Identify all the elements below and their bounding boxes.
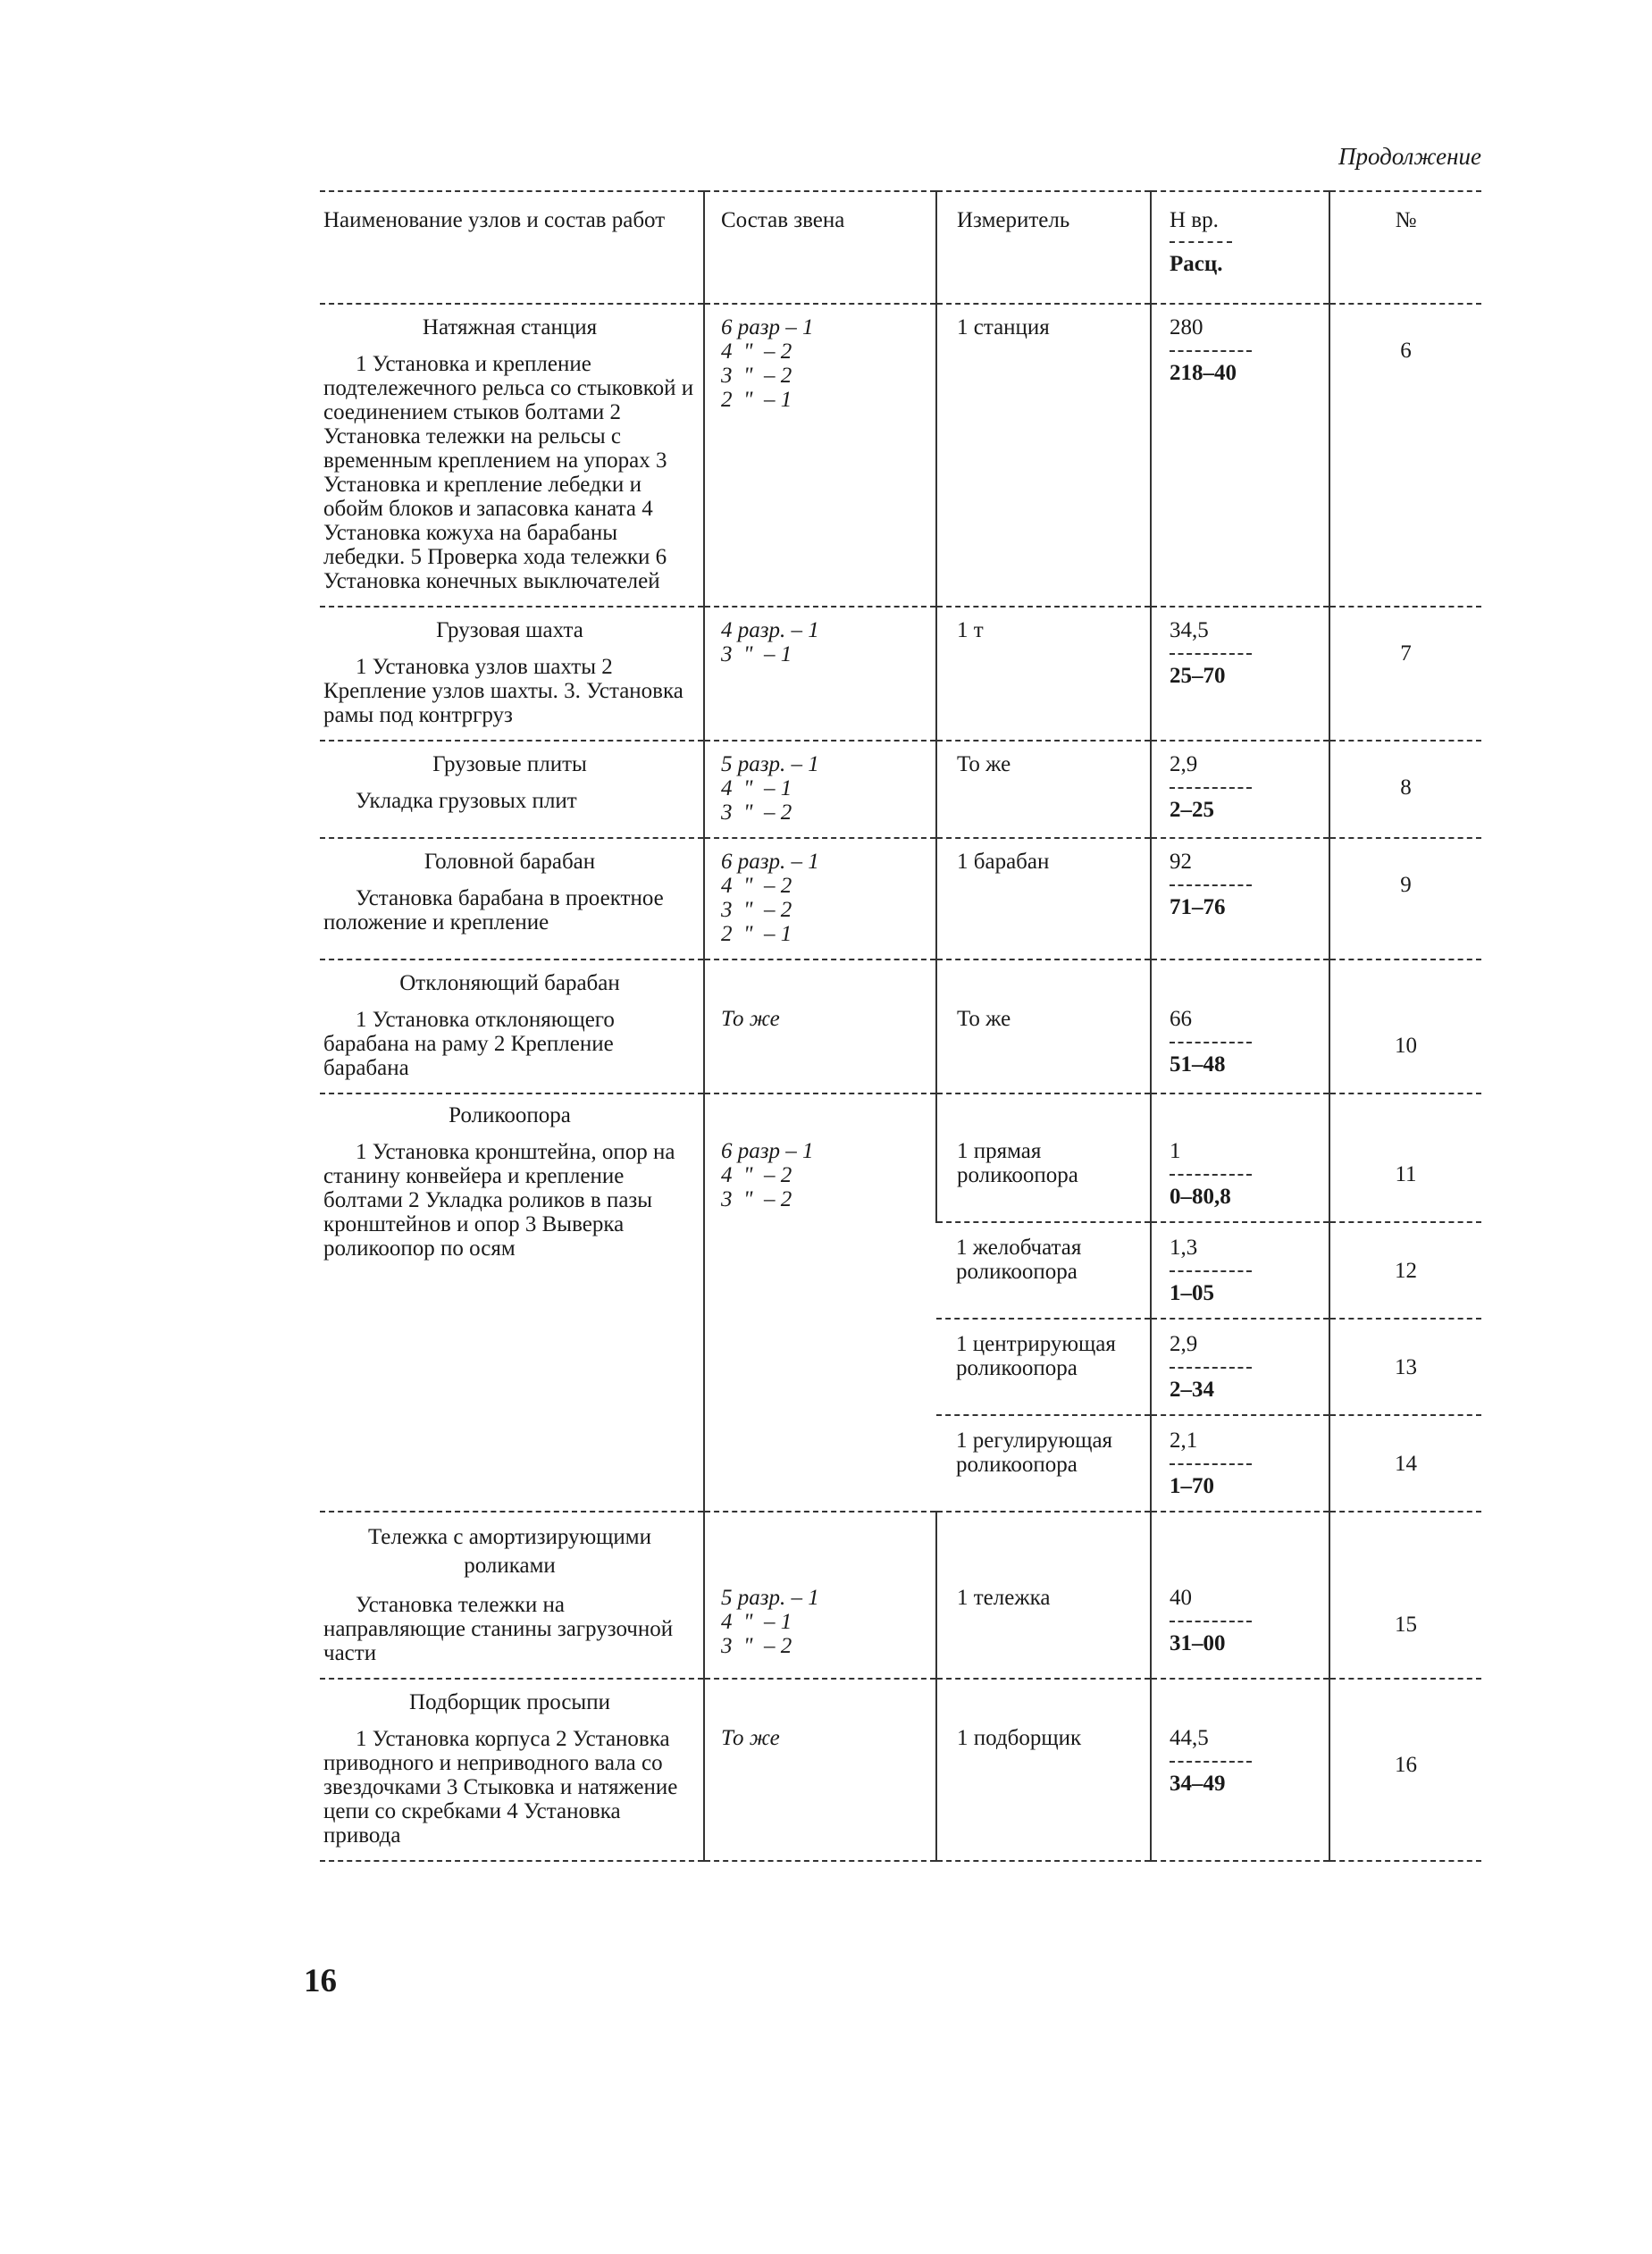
work-description: 1 Установка корпуса 2 Установка приводного и неприводного вала со звездочками 3 Стыковка и натяжение цепи со скребками 4 Установка привода bbox=[323, 1727, 678, 1848]
rate-value: 31–00 bbox=[1170, 1631, 1226, 1655]
crew-composition: То же bbox=[721, 1007, 780, 1031]
crew-composition: 4 разр. – 1 3 " – 1 bbox=[721, 618, 819, 666]
rate-value: 0–80,8 bbox=[1170, 1185, 1231, 1209]
page-number: 16 bbox=[304, 1963, 337, 1999]
time-norm: 66 bbox=[1170, 1007, 1192, 1031]
row-number: 15 bbox=[1395, 1613, 1417, 1637]
table-row bbox=[320, 1093, 1481, 1222]
header-unit: Измеритель bbox=[936, 191, 1151, 304]
crew-composition: 6 разр. – 1 4 " – 2 3 " – 2 2 " – 1 bbox=[721, 850, 819, 946]
time-norm: 1 bbox=[1170, 1139, 1181, 1163]
crew-composition: 6 разр – 1 4 " – 2 3 " – 2 bbox=[721, 1139, 814, 1211]
row-number: 10 bbox=[1395, 1034, 1417, 1058]
number-cell bbox=[1329, 607, 1481, 741]
fraction-rule bbox=[1170, 653, 1252, 655]
rate-value: 218–40 bbox=[1170, 361, 1237, 385]
fraction-rule bbox=[1170, 1174, 1252, 1176]
work-cell bbox=[320, 1679, 704, 1861]
unit-cell: То же bbox=[936, 741, 1151, 838]
crew-composition: То же bbox=[721, 1726, 780, 1750]
row-number: 11 bbox=[1395, 1162, 1417, 1186]
work-cell bbox=[320, 838, 704, 959]
node-title: Подборщик просыпи bbox=[409, 1690, 610, 1714]
norm-cell bbox=[1151, 1319, 1329, 1415]
header-crew: Состав звена bbox=[704, 191, 936, 304]
work-cell bbox=[320, 304, 704, 607]
unit-cell: 1 подборщик bbox=[936, 1679, 1151, 1861]
row-number: 13 bbox=[1395, 1355, 1417, 1379]
table-row bbox=[320, 1512, 1481, 1679]
time-norm: 92 bbox=[1170, 850, 1192, 874]
number-cell bbox=[1329, 304, 1481, 607]
time-norm: 280 bbox=[1170, 315, 1203, 339]
unit-cell: 1 регулирующая роликоопора bbox=[936, 1415, 1151, 1512]
node-title: Отклоняющий барабан bbox=[399, 971, 620, 995]
norm-cell bbox=[1151, 1512, 1329, 1679]
crew-composition: 6 разр – 1 4 " – 2 3 " – 2 2 " – 1 bbox=[721, 315, 814, 412]
fraction-rule bbox=[1170, 350, 1252, 352]
unit-cell: То же bbox=[936, 959, 1151, 1093]
time-norm: 44,5 bbox=[1170, 1726, 1209, 1750]
crew-cell bbox=[704, 1512, 936, 1679]
time-norm: 2,1 bbox=[1170, 1429, 1198, 1453]
node-title: Роликоопора bbox=[449, 1103, 571, 1127]
row-number: 9 bbox=[1400, 873, 1412, 897]
node-title: Тележка с амортизирующими роликами bbox=[367, 1525, 652, 1578]
rate-value: 25–70 bbox=[1170, 664, 1226, 688]
time-norm: 1,3 bbox=[1170, 1236, 1198, 1260]
norm-cell bbox=[1151, 1093, 1329, 1222]
node-title: Головной барабан bbox=[423, 850, 596, 874]
header-name: Наименование узлов и состав работ bbox=[320, 191, 704, 304]
table-row bbox=[320, 959, 1481, 1093]
header-number: № bbox=[1329, 191, 1481, 304]
unit-cell: 1 тележка bbox=[936, 1512, 1151, 1679]
work-description: 1 Установка и крепление подтележечного рельса со стыковкой и соединением стыков болтами 2 Установка тележки на рельсы с временным креплением на упорах 3 Установка и крепление лебедки и обойм блоков и запасовка каната 4 Установка кожуха на барабаны лебедки. 5 Проверка хода тележки 6 Установка конечных выключателей bbox=[323, 352, 694, 593]
norm-cell bbox=[1151, 741, 1329, 838]
table-row bbox=[320, 607, 1481, 741]
continuation-label: Продолжение bbox=[1338, 143, 1481, 170]
norm-cell bbox=[1151, 1222, 1329, 1319]
table-row bbox=[320, 1679, 1481, 1861]
number-cell bbox=[1329, 1415, 1481, 1512]
number-cell bbox=[1329, 1222, 1481, 1319]
number-cell bbox=[1329, 1319, 1481, 1415]
fraction-rule bbox=[1170, 884, 1252, 886]
work-cell bbox=[320, 959, 704, 1093]
norm-cell bbox=[1151, 304, 1329, 607]
crew-cell bbox=[704, 741, 936, 838]
work-description: 1 Установка кронштейна, опор на станину конвейера и крепление болтами 2 Укладка роликов в пазы кронштейнов и опор 3 Выверка роликоопор по осям bbox=[323, 1140, 675, 1261]
crew-cell bbox=[704, 1093, 936, 1512]
row-number: 12 bbox=[1395, 1259, 1417, 1283]
time-norm: 40 bbox=[1170, 1586, 1192, 1610]
norm-cell bbox=[1151, 959, 1329, 1093]
unit-cell: 1 т bbox=[936, 607, 1151, 741]
number-cell bbox=[1329, 1512, 1481, 1679]
work-description: Установка тележки на направляющие станины загрузочной части bbox=[323, 1593, 674, 1665]
unit-cell: 1 прямая роликоопора bbox=[936, 1093, 1151, 1222]
number-cell bbox=[1329, 838, 1481, 959]
norm-cell bbox=[1151, 838, 1329, 959]
norm-cell bbox=[1151, 1679, 1329, 1861]
norm-cell bbox=[1151, 607, 1329, 741]
crew-cell bbox=[704, 959, 936, 1093]
rate-value: 2–25 bbox=[1170, 798, 1214, 822]
table-row bbox=[320, 304, 1481, 607]
header-fraction-rule bbox=[1170, 241, 1232, 243]
fraction-rule bbox=[1170, 1367, 1252, 1369]
rate-value: 1–05 bbox=[1170, 1281, 1214, 1305]
norms-table bbox=[320, 190, 1481, 1862]
fraction-rule bbox=[1170, 1621, 1252, 1622]
header-time-rate bbox=[1151, 191, 1329, 304]
crew-composition: 5 разр. – 1 4 " – 1 3 " – 2 bbox=[721, 752, 819, 825]
rate-value: 34–49 bbox=[1170, 1772, 1226, 1796]
crew-composition: 5 разр. – 1 4 " – 1 3 " – 2 bbox=[721, 1586, 819, 1658]
rate-value: 71–76 bbox=[1170, 895, 1226, 919]
norm-cell bbox=[1151, 1415, 1329, 1512]
row-number: 7 bbox=[1400, 641, 1412, 666]
table-header-row bbox=[320, 191, 1481, 304]
number-cell bbox=[1329, 959, 1481, 1093]
work-description: Установка барабана в проектное положение и крепление bbox=[323, 886, 664, 934]
fraction-rule bbox=[1170, 1270, 1252, 1272]
rate-value: 1–70 bbox=[1170, 1474, 1214, 1498]
fraction-rule bbox=[1170, 1042, 1252, 1043]
header-time: Н вр. bbox=[1170, 208, 1219, 232]
time-norm: 2,9 bbox=[1170, 752, 1198, 776]
table-row bbox=[320, 741, 1481, 838]
row-number: 8 bbox=[1400, 775, 1412, 800]
work-cell bbox=[320, 1093, 704, 1512]
rate-value: 2–34 bbox=[1170, 1378, 1214, 1402]
fraction-rule bbox=[1170, 1463, 1252, 1465]
node-title: Натяжная станция bbox=[422, 315, 598, 339]
rate-value: 51–48 bbox=[1170, 1052, 1226, 1077]
work-description: Укладка грузовых плит bbox=[356, 789, 577, 813]
crew-cell bbox=[704, 304, 936, 607]
crew-cell bbox=[704, 838, 936, 959]
work-cell bbox=[320, 741, 704, 838]
work-description: 1 Установка узлов шахты 2 Крепление узлов шахты. 3. Установка рамы под контргруз bbox=[323, 655, 683, 727]
work-cell bbox=[320, 1512, 704, 1679]
number-cell bbox=[1329, 741, 1481, 838]
crew-cell bbox=[704, 607, 936, 741]
header-rate: Расц. bbox=[1170, 252, 1223, 276]
crew-cell bbox=[704, 1679, 936, 1861]
row-number: 16 bbox=[1395, 1753, 1417, 1777]
number-cell bbox=[1329, 1093, 1481, 1222]
fraction-rule bbox=[1170, 1761, 1252, 1763]
row-number: 6 bbox=[1400, 339, 1412, 363]
unit-cell: 1 барабан bbox=[936, 838, 1151, 959]
node-title: Грузовая шахта bbox=[436, 618, 583, 642]
number-cell bbox=[1329, 1679, 1481, 1861]
unit-cell: 1 станция bbox=[936, 304, 1151, 607]
work-description: 1 Установка отклоняющего барабана на раму 2 Крепление барабана bbox=[323, 1008, 615, 1080]
time-norm: 34,5 bbox=[1170, 618, 1209, 642]
row-number: 14 bbox=[1395, 1452, 1417, 1476]
time-norm: 2,9 bbox=[1170, 1332, 1198, 1356]
node-title: Грузовые плиты bbox=[432, 752, 587, 776]
unit-cell: 1 центрирующая роликоопора bbox=[936, 1319, 1151, 1415]
work-cell bbox=[320, 607, 704, 741]
table-row bbox=[320, 838, 1481, 959]
unit-cell: 1 желобчатая роликоопора bbox=[936, 1222, 1151, 1319]
fraction-rule bbox=[1170, 787, 1252, 789]
